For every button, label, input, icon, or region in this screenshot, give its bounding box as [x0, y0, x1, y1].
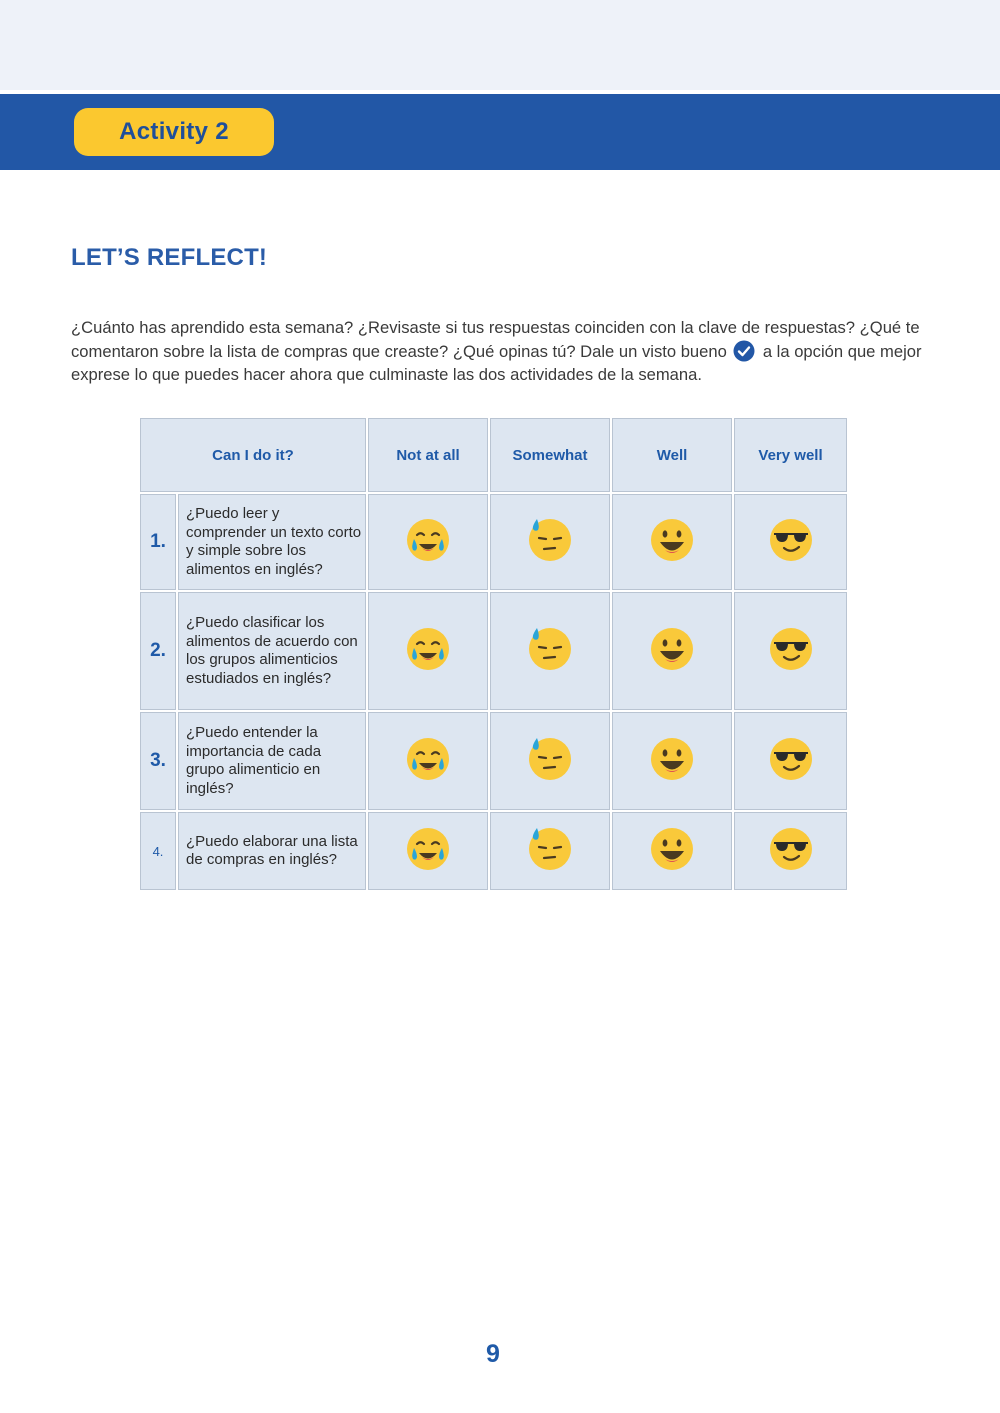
rating-option-not-at-all[interactable]	[367, 493, 489, 591]
rating-option-somewhat[interactable]	[489, 493, 611, 591]
sunglasses-face-icon	[768, 736, 814, 782]
table-row	[139, 493, 848, 591]
rating-option-well[interactable]	[611, 493, 733, 591]
rating-option-well[interactable]	[611, 591, 733, 711]
grinning-face-icon	[649, 517, 695, 563]
sunglasses-face-icon	[768, 826, 814, 872]
rating-option-well[interactable]	[611, 711, 733, 811]
table-row	[139, 711, 848, 811]
crying-face-icon	[405, 626, 451, 672]
row-question: ¿Puedo elaborar una lista de compras en inglés?	[177, 811, 367, 891]
row-question: ¿Puedo leer y comprender un texto corto y simple sobre los alimentos en inglés?	[177, 493, 367, 591]
grinning-face-icon	[649, 826, 695, 872]
self-assessment-table	[138, 416, 849, 892]
header-can-i-do-it: Can I do it?	[139, 417, 367, 493]
sweat-face-icon	[527, 826, 573, 872]
grinning-face-icon	[649, 626, 695, 672]
row-question: ¿Puedo entender la importancia de cada grupo alimenticio en inglés?	[177, 711, 367, 811]
sunglasses-face-icon	[768, 517, 814, 563]
activity-badge: Activity 2	[74, 108, 274, 156]
header-not-at-all: Not at all	[367, 417, 489, 493]
rating-option-very-well[interactable]	[733, 811, 848, 891]
sweat-face-icon	[527, 517, 573, 563]
rating-option-not-at-all[interactable]	[367, 711, 489, 811]
row-number: 1.	[139, 493, 177, 591]
table-row	[139, 591, 848, 711]
page-number: 9	[486, 1340, 500, 1368]
rating-option-not-at-all[interactable]	[367, 811, 489, 891]
header-somewhat: Somewhat	[489, 417, 611, 493]
intro-text-before: ¿Cuánto has aprendido esta semana? ¿Revisaste si tus respuestas coinciden con la clave de respuestas? ¿Qué te comentaron sobre la lista de compras que creaste? ¿Qué opinas tú? Dale un visto bueno	[71, 318, 920, 361]
header-very-well: Very well	[733, 417, 848, 493]
table-row	[139, 811, 848, 891]
sweat-face-icon	[527, 626, 573, 672]
rating-option-not-at-all[interactable]	[367, 591, 489, 711]
rating-option-very-well[interactable]	[733, 711, 848, 811]
rating-option-somewhat[interactable]	[489, 591, 611, 711]
row-number: 3.	[139, 711, 177, 811]
rating-option-very-well[interactable]	[733, 591, 848, 711]
crying-face-icon	[405, 736, 451, 782]
crying-face-icon	[405, 826, 451, 872]
row-number: 4.	[139, 811, 177, 891]
table-header-row	[139, 417, 848, 493]
row-number: 2.	[139, 591, 177, 711]
intro-text-after: a la opción que mejor exprese lo que puedes hacer ahora que culminaste las dos actividades de la semana.	[71, 341, 922, 384]
check-circle-icon	[733, 340, 755, 362]
section-title: LET’S REFLECT!	[71, 244, 268, 271]
rating-option-somewhat[interactable]	[489, 711, 611, 811]
sunglasses-face-icon	[768, 626, 814, 672]
rating-option-somewhat[interactable]	[489, 811, 611, 891]
sweat-face-icon	[527, 736, 573, 782]
grinning-face-icon	[649, 736, 695, 782]
intro-paragraph	[71, 316, 931, 387]
row-question: ¿Puedo clasificar los alimentos de acuerdo con los grupos alimenticios estudiados en inglés?	[177, 591, 367, 711]
rating-option-very-well[interactable]	[733, 493, 848, 591]
crying-face-icon	[405, 517, 451, 563]
header-well: Well	[611, 417, 733, 493]
rating-option-well[interactable]	[611, 811, 733, 891]
top-band	[0, 0, 1000, 90]
